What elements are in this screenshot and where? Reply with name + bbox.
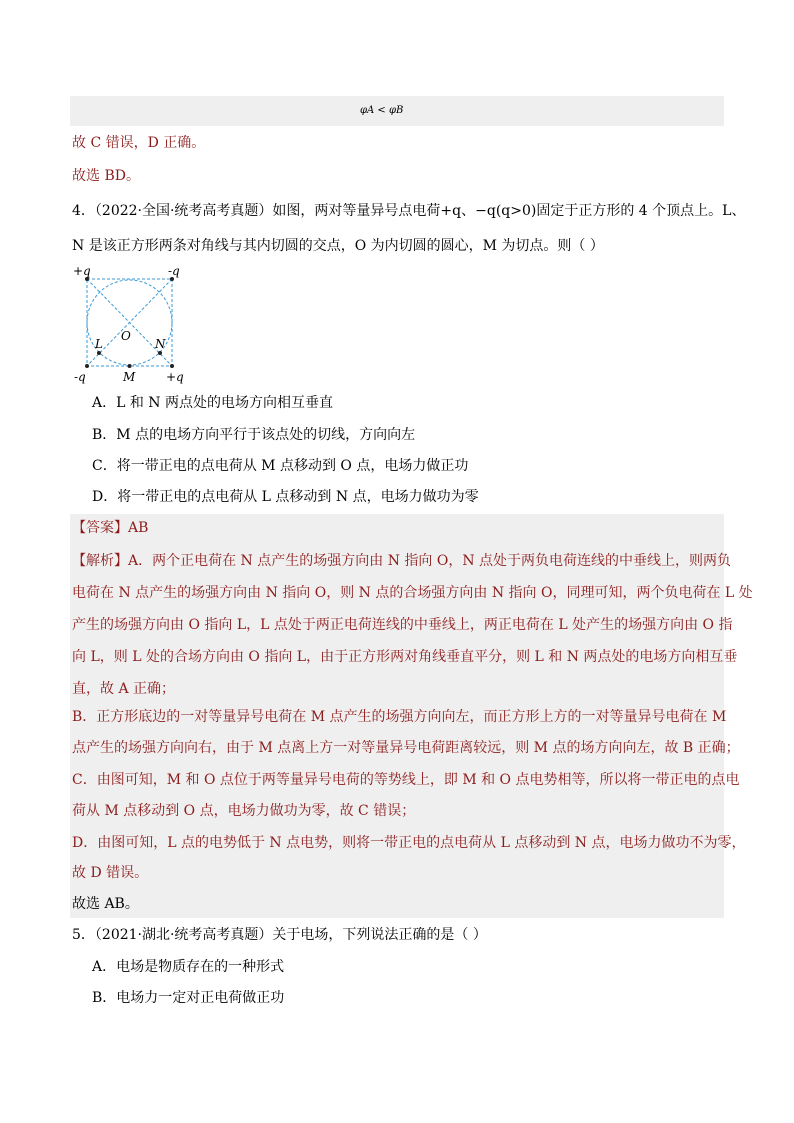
- analysis-line-6: B．正方形底边的一对等量异号电荷在 M 点产生的场强方向向左，而正方形上方的一对等量异号电荷在 M: [72, 709, 727, 725]
- label-top-left: +q: [73, 264, 91, 278]
- analysis-line-3: 产生的场强方向由 O 指向 L，L 点处于两正电荷连线的中垂线上，两正电荷在 L 处产生的场强方向由 O 指: [72, 617, 733, 633]
- q4-answer: 【答案】AB: [72, 520, 149, 536]
- formula: φA < φB: [360, 105, 404, 116]
- q4-option-b: B．M 点的电场方向平行于该点处的切线，方向向左: [92, 427, 416, 443]
- prev-final-answer: 故选 BD。: [72, 168, 140, 184]
- label-top-right: -q: [168, 264, 180, 278]
- label-bottom-right: +q: [166, 370, 184, 384]
- point-M-dot: [128, 364, 132, 368]
- q4-final-answer: 故选 AB。: [72, 896, 139, 912]
- q4-option-c: C．将一带正电的点电荷从 M 点移动到 O 点，电场力做正功: [92, 458, 469, 474]
- label-L: L: [95, 337, 103, 351]
- analysis-line-5: 直，故 A 正确；: [72, 681, 176, 697]
- analysis-line-4: 向 L，则 L 处的合场方向由 O 指向 L，由于正方形两对角线垂直平分，则 L 和 N 两点处的电场方向相互垂: [72, 649, 738, 665]
- analysis-line-11: 故 D 错误。: [72, 865, 149, 881]
- analysis-line-8: C．由图可知，M 和 O 点位于两等量异号电荷的等势线上，即 M 和 O 点电势相等，所以将一带正电的点电: [72, 772, 740, 788]
- analysis-line-9: 荷从 M 点移动到 O 点，电场力做功为零，故 C 错误；: [72, 803, 416, 819]
- q4-option-a: A．L 和 N 两点处的电场方向相互垂直: [92, 395, 334, 411]
- q4-option-d: D．将一带正电的点电荷从 L 点移动到 N 点，电场力做功为零: [92, 489, 479, 505]
- point-N-dot: [158, 351, 162, 355]
- q5-option-b: B．电场力一定对正电荷做正功: [92, 990, 285, 1006]
- analysis-line-7: 点产生的场强方向向右，由于 M 点离上方一对等量异号电荷距离较远，则 M 点的场方向向左，故 B 正确；: [72, 740, 740, 756]
- q5-option-a: A．电场是物质存在的一种形式: [92, 959, 285, 975]
- label-O: O: [121, 329, 131, 343]
- q4-square-charge-figure: [70, 262, 190, 387]
- label-bottom-left: -q: [74, 370, 86, 384]
- q4-stem-line2: N 是该正方形两条对角线与其内切圆的交点，O 为内切圆的圆心，M 为切点。则（ ）: [72, 238, 604, 254]
- charge-bottom-right-dot: [170, 364, 174, 368]
- point-L-dot: [97, 351, 101, 355]
- q4-stem-line1: 4．（2022·全国·统考高考真题）如图，两对等量异号点电荷+q、−q(q>0)固定于正方形的 4 个顶点上。L、: [72, 203, 746, 219]
- label-M: M: [123, 370, 136, 384]
- q5-stem: 5．（2021·湖北·统考高考真题）关于电场，下列说法正确的是（ ）: [72, 927, 487, 943]
- charge-bottom-left-dot: [85, 364, 89, 368]
- analysis-line-1: 【解析】A．两个正电荷在 N 点产生的场强方向由 N 指向 O，N 点处于两负电荷连线的中垂线上，则两负: [72, 553, 732, 569]
- prev-conclusion: 故 C 错误，D 正确。: [72, 135, 206, 151]
- analysis-line-10: D．由图可知，L 点的电势低于 N 点电势，则将一带正电的点电荷从 L 点移动到 N 点，电场力做功不为零，: [72, 835, 746, 851]
- analysis-line-2: 电荷在 N 点产生的场强方向由 N 指向 O，则 N 点的合场强方向由 N 指向 O，同理可知，两个负电荷在 L 处: [72, 585, 753, 601]
- label-N: N: [155, 337, 166, 351]
